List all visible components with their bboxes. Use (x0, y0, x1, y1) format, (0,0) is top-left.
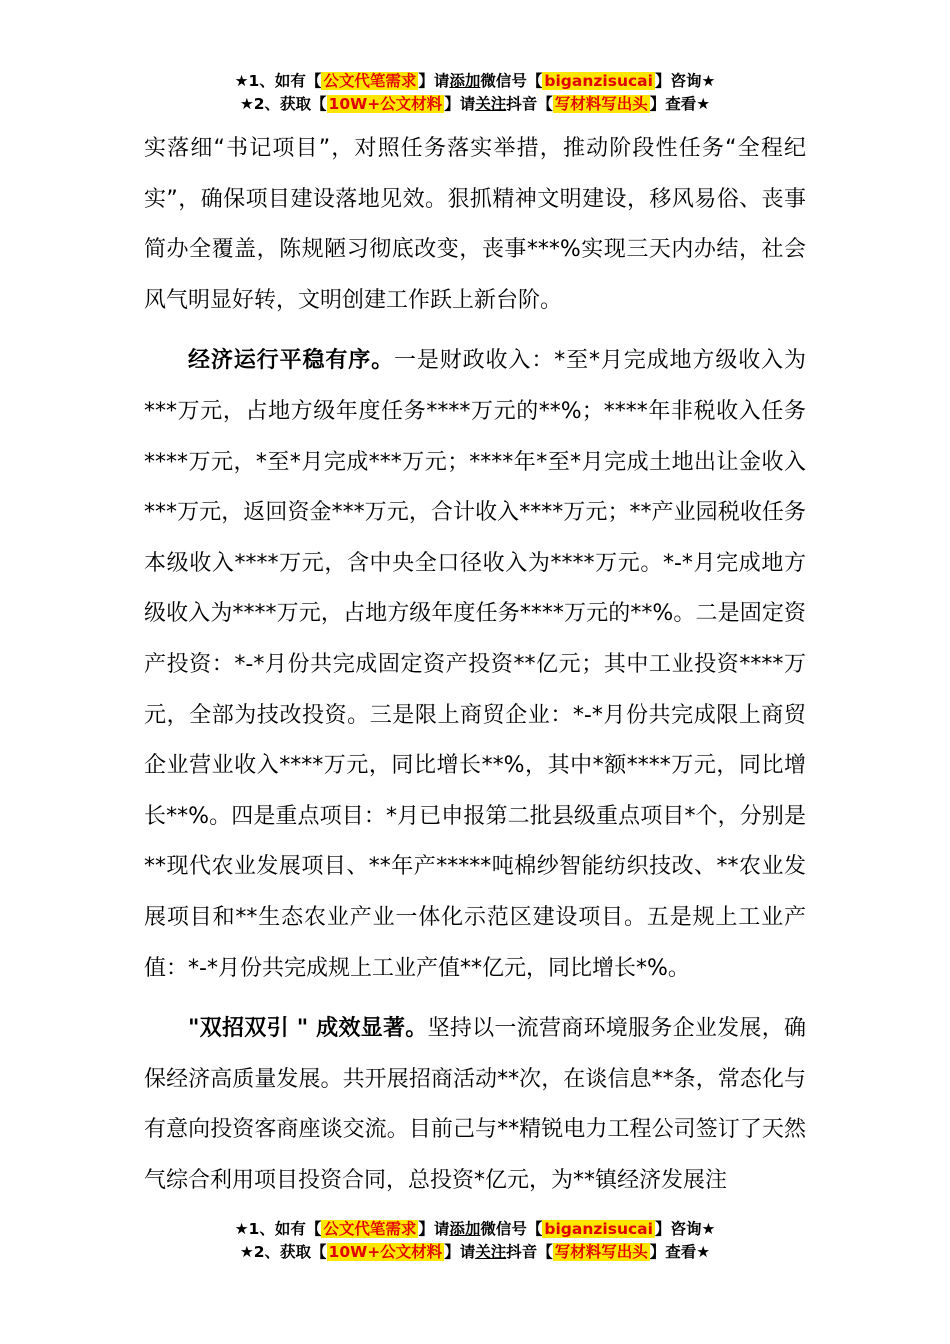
document-body (144, 124, 806, 1206)
highlight-service: 公文代笔需求 (323, 72, 417, 90)
banner-line-1: ★1、如有【 公文代笔需求 】请添加微信号【 biganzisucai 】咨询★ (234, 1220, 716, 1238)
highlight-materials: 10W+公文材料 (328, 95, 443, 113)
paragraph-economy: 经济运行平稳有序。一是财政收入：*至*月完成地方级收入为***万元，占地方级年度任务****万元的**%；****年非税收入任务****万元，*至*月完成***万元；****年*至*月完成土地出让金收入***万元，返回资金***万元，合计收入****万元；**产业园税收任务本级收入****万元，含中央全口径收入为****万元。*-*月完成地方级收入为****万元，占地方级年度任务****万元的**%。二是固定资产投资：*-*月份共完成固定资产投资**亿元；其中工业投资****万元，全部为技改投资。三是限上商贸企业：*-*月份共完成限上商贸企业营业收入****万元，同比增长**%，其中*额****万元，同比增长**%。四是重点项目：*月已申报第二批县级重点项目*个，分别是**现代农业发展项目、**年产*****吨棉纱智能纺织技改、**农业发展项目和**生态农业产业一体化示范区建设项目。五是规上工业产值：*-*月份共完成规上工业产值**亿元，同比增长*%。 (144, 348, 806, 981)
highlight-wechat-id: biganzisucai (544, 72, 653, 90)
banner-line-2: ★2、获取【 10W+公文材料 】请关注抖音【 写材料写出头 】查看★ (239, 1243, 711, 1261)
highlight-douyin-account: 写材料写出头 (554, 1243, 648, 1261)
header-banner (0, 70, 950, 116)
paragraph-investment: "双招双引 " 成效显著。坚持以一流营商环境服务企业发展，确保经济高质量发展。共开展招商活动**次，在谈信息**条，常态化与有意向投资客商座谈交流。目前己与**精锐电力工程公司签订了天然气综合利用项目投资合同，总投资*亿元，为**镇经济发展注 (144, 1016, 806, 1193)
highlight-wechat-id: biganzisucai (544, 1220, 653, 1238)
paragraph-continuation: 实落细“书记项目”，对照任务落实举措，推动阶段性任务“全程纪实”，确保项目建设落地见效。狠抓精神文明建设，移风易俗、丧事简办全覆盖，陈规陋习彻底改变，丧事***%实现三天内办结，社会风气明显好转，文明创建工作跃上新台阶。 (144, 136, 806, 313)
banner-line-1: ★1、如有【 公文代笔需求 】请添加微信号【 biganzisucai 】咨询★ (234, 72, 716, 90)
banner-line-2: ★2、获取【 10W+公文材料 】请关注抖音【 写材料写出头 】查看★ (239, 95, 711, 113)
paragraph-lead: "双招双引 " 成效显著。 (188, 1016, 428, 1042)
highlight-douyin-account: 写材料写出头 (554, 95, 648, 113)
paragraph-lead: 经济运行平稳有序。 (188, 348, 394, 374)
footer-banner (0, 1218, 950, 1264)
highlight-service: 公文代笔需求 (323, 1220, 417, 1238)
highlight-materials: 10W+公文材料 (328, 1243, 443, 1261)
